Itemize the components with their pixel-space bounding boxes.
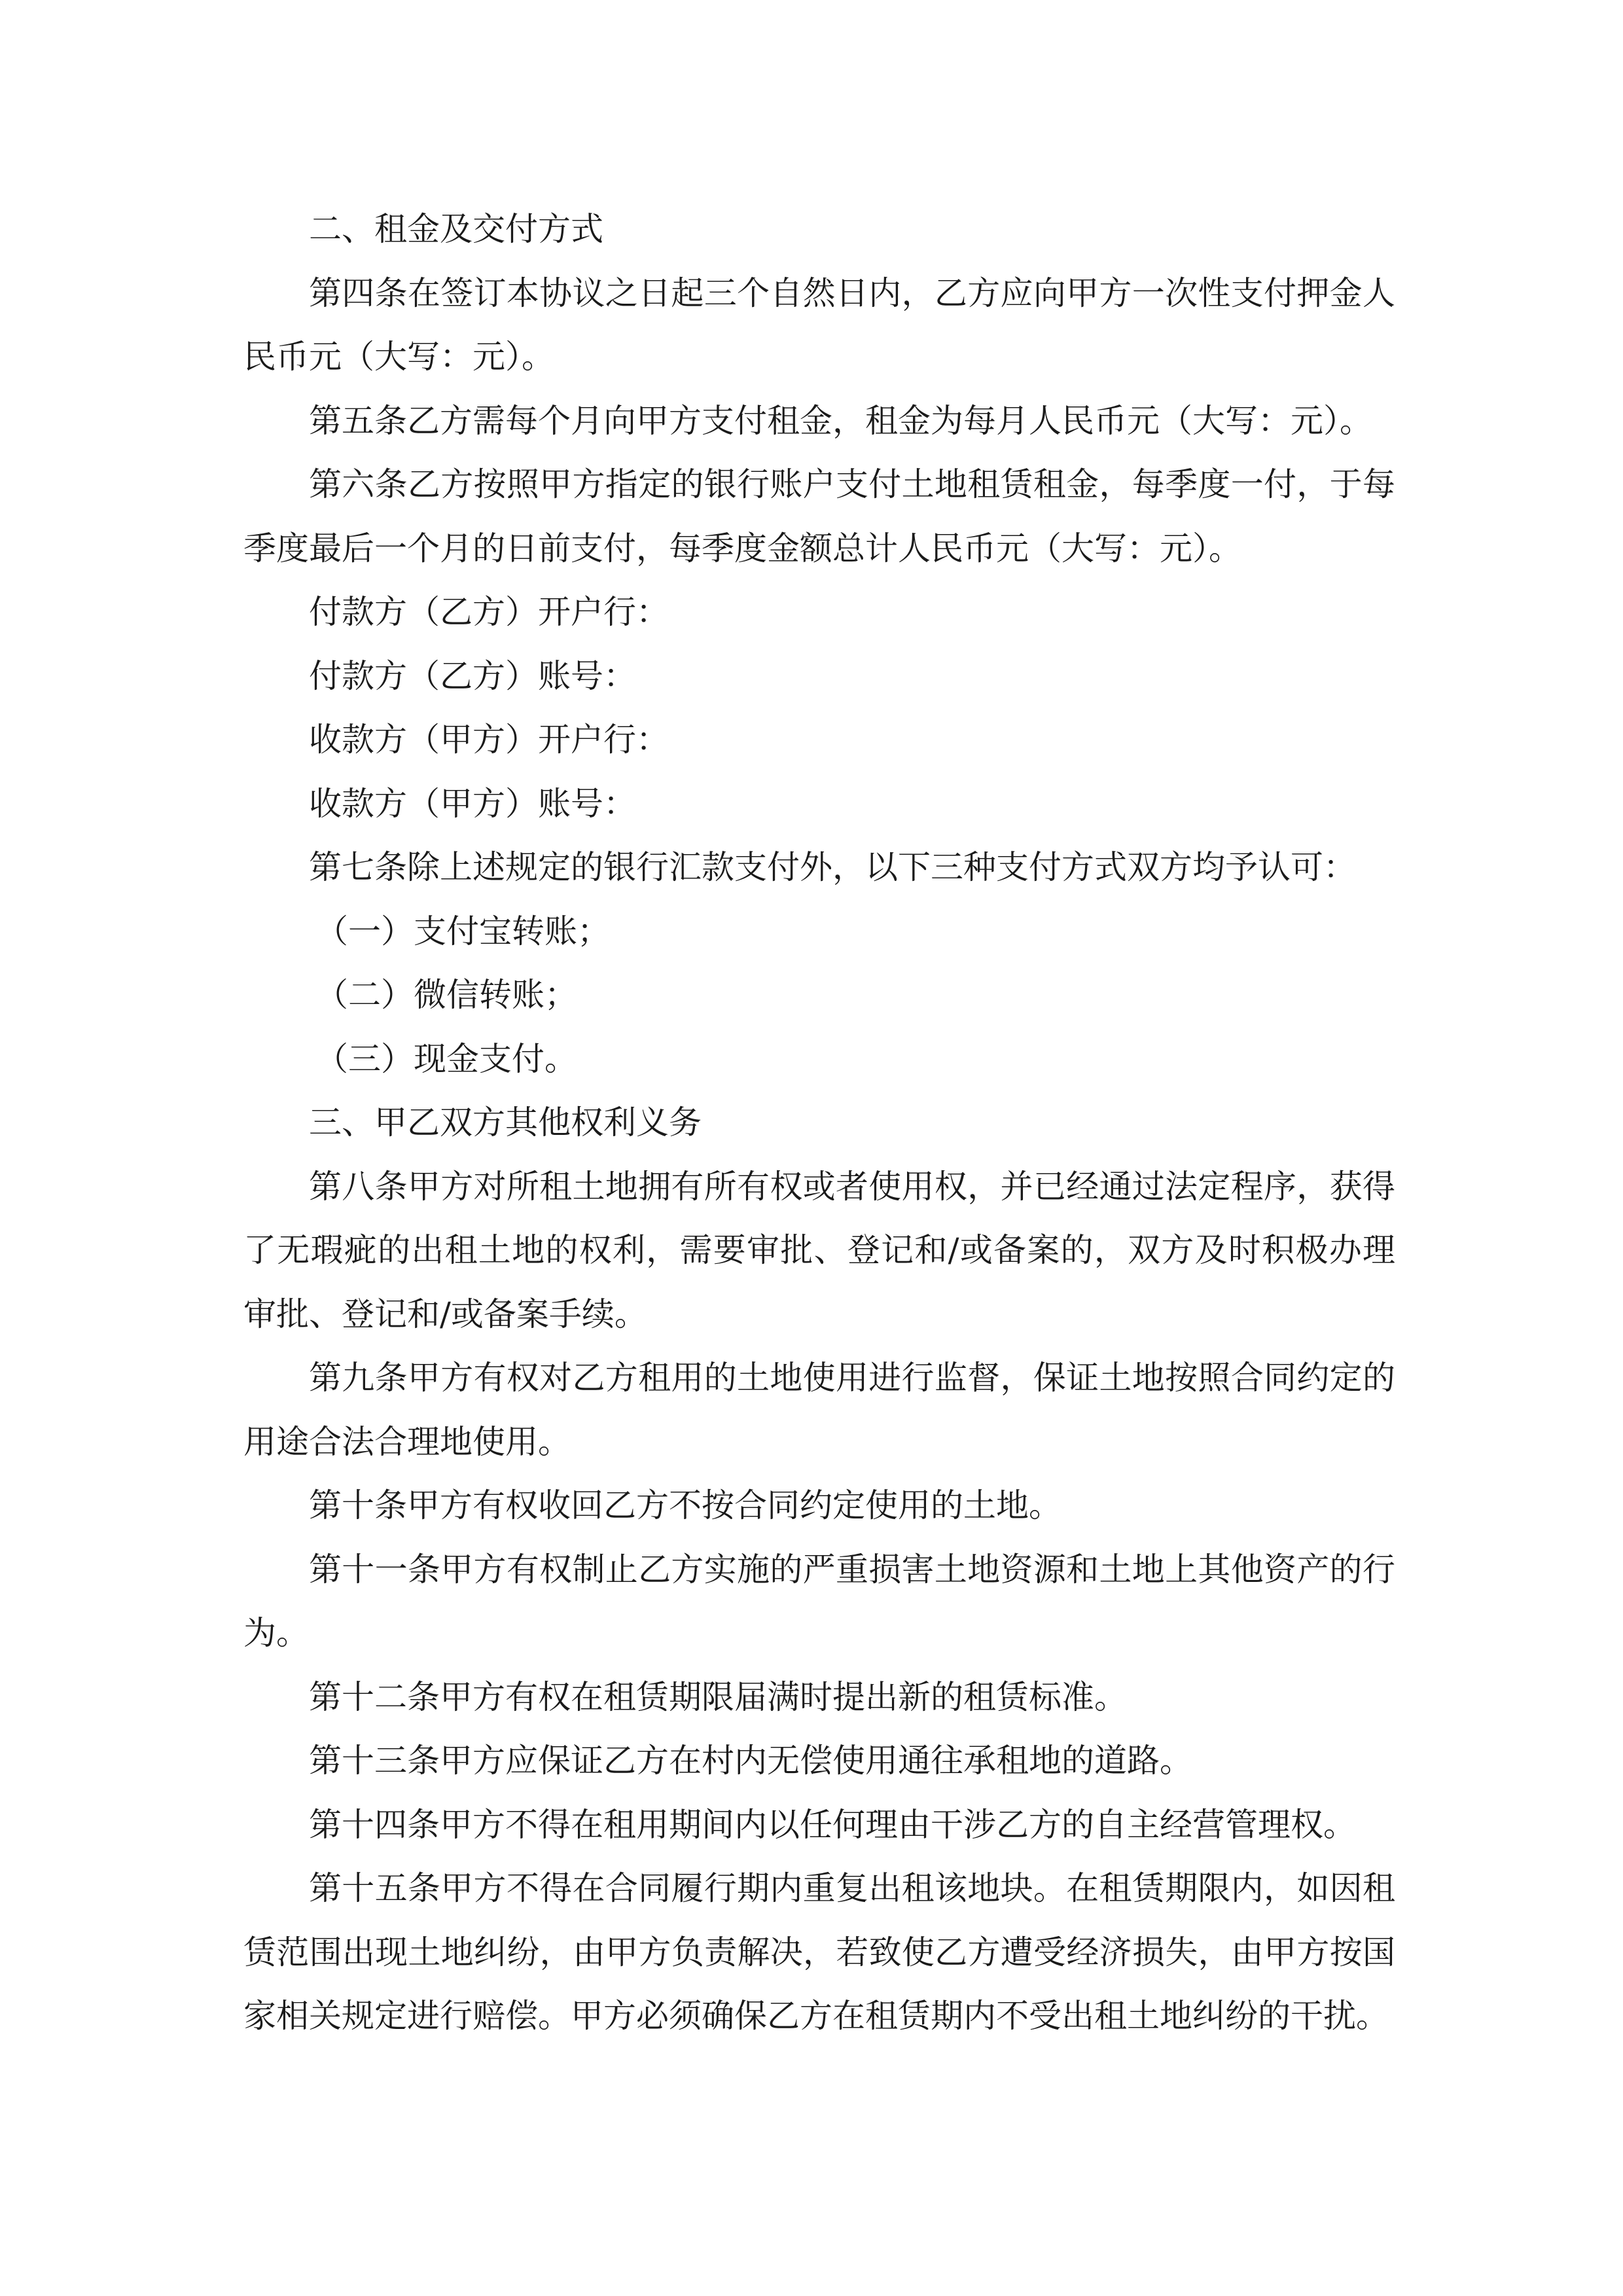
document-body — [243, 198, 1395, 2049]
article-8: 第八条甲方对所租土地拥有所有权或者使用权，并已经通过法定程序，获得了无瑕疵的出租土地的权利，需要审批、登记和/或备案的，双方及时积极办理审批、登记和/或备案手续。 — [243, 1167, 1395, 1333]
payee-account: 收款方（甲方）账号： — [309, 784, 636, 823]
payer-account: 付款方（乙方）账号： — [309, 656, 636, 695]
article-6: 第六条乙方按照甲方指定的银行账户支付土地租赁租金，每季度一付，于每季度最后一个月的日前支付，每季度金额总计人民币元（大写：元）。 — [243, 465, 1395, 567]
payer-bank: 付款方（乙方）开户行： — [309, 593, 669, 631]
article-5: 第五条乙方需每个月向甲方支付租金，租金为每月人民币元（大写：元）。 — [309, 401, 1372, 440]
section-heading-rent: 二、租金及交付方式 — [309, 210, 603, 248]
section-heading-rights: 三、甲乙双方其他权利义务 — [309, 1103, 702, 1141]
article-10: 第十条甲方有权收回乙方不按合同约定使用的土地。 — [309, 1486, 1061, 1524]
article-4: 第四条在签订本协议之日起三个自然日内，乙方应向甲方一次性支付押金人民币元（大写：元）。 — [243, 274, 1395, 376]
payment-method-cash: （三）现金支付。 — [315, 1039, 577, 1078]
article-13: 第十三条甲方应保证乙方在村内无偿使用通往承租地的道路。 — [309, 1742, 1192, 1780]
article-7: 第七条除上述规定的银行汇款支付外，以下三种支付方式双方均予认可： — [309, 848, 1356, 886]
article-12: 第十二条甲方有权在租赁期限届满时提出新的租赁标准。 — [309, 1677, 1127, 1716]
article-14: 第十四条甲方不得在租用期间内以任何理由干涉乙方的自主经营管理权。 — [309, 1805, 1356, 1844]
payment-method-wechat: （二）微信转账； — [315, 976, 577, 1014]
article-9: 第九条甲方有权对乙方租用的土地使用进行监督，保证土地按照合同约定的用途合法合理地使用。 — [243, 1359, 1395, 1461]
payee-bank: 收款方（甲方）开户行： — [309, 721, 669, 759]
article-11: 第十一条甲方有权制止乙方实施的严重损害土地资源和土地上其他资产的行为。 — [243, 1550, 1395, 1652]
payment-method-alipay: （一）支付宝转账； — [315, 912, 610, 950]
article-15: 第十五条甲方不得在合同履行期内重复出租该地块。在租赁期限内，如因租赁范围出现土地纠纷，由甲方负责解决，若致使乙方遭受经济损失，由甲方按国家相关规定进行赔偿。甲方必须确保乙方在租赁期内不受出租土地纠纷的干扰。 — [243, 1869, 1395, 2035]
